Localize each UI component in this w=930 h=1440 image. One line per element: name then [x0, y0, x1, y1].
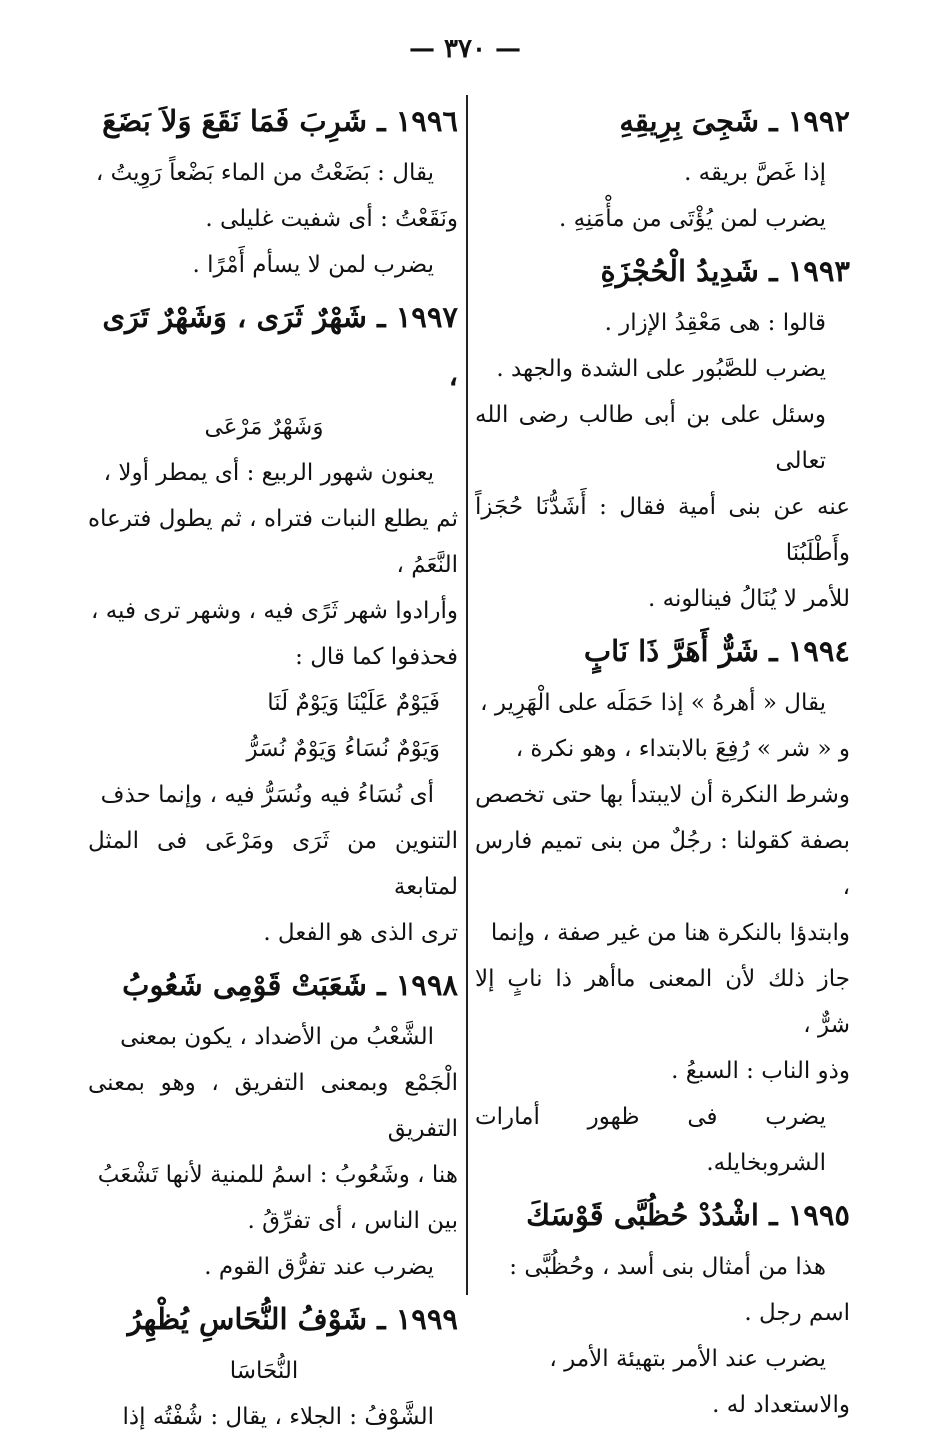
text-line: وسئل على بن أبى طالب رضى الله تعالى	[475, 402, 826, 474]
verse-line: وَشَهْرٌ مَرْعَى	[204, 414, 324, 440]
proverb-heading: ١٩٩٣ ـ شَدِيدُ الْحُجْزَةِ	[600, 254, 850, 288]
text-line: وشرط النكرة أن لايبتدأ بها حتى تخصص	[475, 782, 850, 808]
text-line: الشَّعْبُ من الأضداد ، يكون بمعنى	[120, 1024, 434, 1050]
text-line: اسم رجل .	[744, 1300, 850, 1326]
proverb-heading: ١٩٩٢ ـ شَجِىَ بِرِيقِهِ	[619, 104, 850, 138]
column-divider	[466, 95, 468, 1295]
text-line: يضرب عند الأمر بتهيئة الأمر ،	[549, 1346, 826, 1372]
text-line: فحذفوا كما قال :	[295, 644, 458, 670]
text-line: يضرب للصَّبُور على الشدة والجهد .	[496, 356, 826, 382]
text-line: ونَقَعْتُ : أى شفيت غليلى .	[205, 206, 458, 232]
proverb-heading: ١٩٩٨ ـ شَعَبَتْ قَوْمِى شَعُوبُ	[122, 968, 458, 1002]
text-line: يعنون شهور الربيع : أى يمطر أولا ،	[103, 460, 434, 486]
text-line: يضرب عند تفرُّق القوم .	[204, 1254, 434, 1280]
page-number: — ٣٧٠ —	[408, 34, 522, 64]
text-line: يضرب لمن لا يسأم أَمْرًا .	[192, 252, 434, 278]
left-column	[88, 92, 458, 1440]
text-line: الشَّوْفُ : الجلاء ، يقال : شُفْتُه إذا	[122, 1404, 434, 1430]
text-line: قالوا : هى مَعْقِدُ الإزار .	[604, 310, 826, 336]
text-line: هنا ، وشَعُوبُ : اسمُ للمنية لأنها تَشْعَبُ	[97, 1162, 458, 1188]
text-line: الْجَمْع وبمعنى التفريق ، وهو بمعنى التفريق	[88, 1070, 458, 1142]
proverb-heading: ١٩٩٦ ـ شَرِبَ فَمَا نَقَعَ وَلاَ بَضَعَ	[102, 104, 458, 138]
text-line: وأرادوا شهر ثَرًى فيه ، وشهر ترى فيه ،	[90, 598, 458, 624]
text-line: أى نُسَاءُ فيه ونُسَرُّ فيه ، وإنما حذف	[100, 782, 434, 808]
right-column	[475, 92, 850, 1428]
proverb-heading: ١٩٩٩ ـ شَوْفُ النُّحَاسِ يُظْهِرُ	[127, 1302, 458, 1336]
text-line: عنه عن بنى أمية فقال : أَشَدُّنَا حُجَزاً وأَطْلَبُنَا	[475, 494, 850, 566]
text-line: بصفة كقولنا : رجُلٌ من بنى تميم فارس ،	[475, 828, 850, 900]
verse-line: وَيَوْمٌ نُسَاءُ وَيَوْمٌ نُسَرُّ	[246, 736, 440, 762]
text-line: ثم يطلع النبات فتراه ، ثم يطول فترعاه النَّعَمُ ،	[88, 506, 458, 578]
text-line: وابتدؤا بالنكرة هنا من غير صفة ، وإنما	[490, 920, 850, 946]
text-line: يضرب لمن يُؤْتَى من مأْمَنِهِ .	[559, 206, 826, 232]
text-line: التنوين من ثَرَى ومَرْعَى فى المثل لمتابعة	[88, 828, 458, 900]
text-line: هذا من أمثال بنى أسد ، وحُظُبَّى :	[509, 1254, 826, 1280]
text-line: إذا غَصَّ بريقه .	[684, 160, 826, 186]
text-line: وذو الناب : السبعُ .	[671, 1058, 850, 1084]
text-line: يقال : بَضَعْتُ من الماء بَضْعاً رَوِيتُ ،	[95, 160, 434, 186]
verse-line: النُّحَاسَا	[229, 1358, 299, 1384]
verse-line: فَيَوْمٌ عَلَيْنَا وَيَوْمٌ لَنَا	[267, 690, 440, 716]
text-line: ترى الذى هو الفعل .	[263, 920, 458, 946]
text-line: للأمر لا يُنَالُ فينالونه .	[648, 586, 850, 612]
proverb-heading: ١٩٩٥ ـ اشْدُدْ حُظُبَّى قَوْسَكَ	[526, 1198, 850, 1232]
proverb-heading: ١٩٩٧ ـ شَهْرٌ ثَرَى ، وَشَهْرٌ تَرَى ،	[102, 300, 458, 392]
text-line: والاستعداد له .	[712, 1392, 850, 1418]
text-line: جاز ذلك لأن المعنى ماأهر ذا نابٍ إلا شرٌّ ،	[475, 966, 850, 1038]
proverb-heading: ١٩٩٤ ـ شَرٌّ أَهَرَّ ذَا نَابٍ	[583, 634, 850, 668]
text-line: و « شر » رُفِعَ بالابتداء ، وهو نكرة ،	[515, 736, 850, 762]
text-line: بين الناس ، أى تفرِّقُ .	[247, 1208, 458, 1234]
text-line: يقال « أهرهُ » إذا حَمَلَه على الْهَرِير ،	[480, 690, 826, 716]
text-line: يضرب فى ظهور أمارات الشروبخايله.	[475, 1104, 826, 1176]
